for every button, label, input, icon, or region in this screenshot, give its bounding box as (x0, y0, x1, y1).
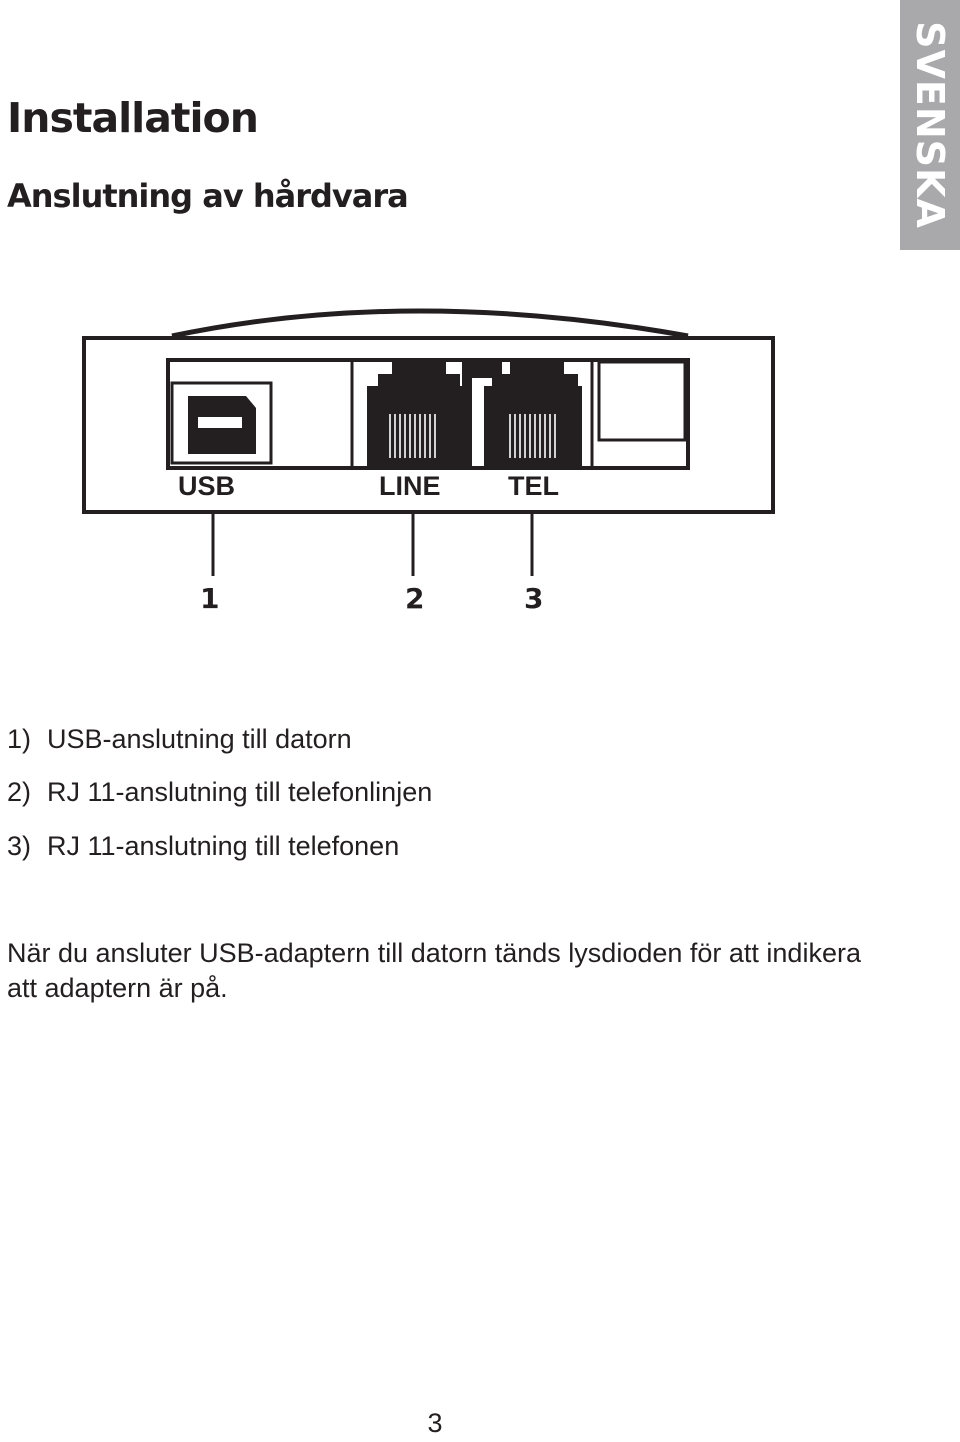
page-title: Installation (7, 94, 258, 142)
page-number: 3 (427, 1408, 443, 1438)
legend-item-number: 1) (7, 724, 32, 754)
hardware-diagram (80, 298, 780, 628)
legend-item (7, 726, 352, 753)
legend-item (7, 833, 399, 860)
legend-item-number: 3) (7, 831, 32, 861)
port-number-2: 2 (405, 582, 425, 615)
legend-item-text: RJ 11-anslutning till telefonen (47, 831, 400, 861)
description-paragraph: När du ansluter USB-adaptern till datorn tänds lysdioden för att indikera att adaptern är på. (7, 938, 861, 1003)
legend-item-text: RJ 11-anslutning till telefonlinjen (47, 777, 433, 807)
language-tab (900, 0, 960, 250)
led-window (599, 362, 685, 440)
section-subtitle: Anslutning av hårdvara (7, 177, 408, 215)
port-label-line: LINE (379, 471, 441, 501)
port-number-1: 1 (200, 582, 220, 615)
port-label-usb: USB (178, 471, 236, 501)
rj11-tel-port-icon (484, 362, 582, 466)
legend-item-number: 2) (7, 777, 32, 807)
port-label-tel: TEL (508, 471, 559, 501)
legend-item (7, 779, 432, 806)
usb-b-port-icon (172, 383, 271, 463)
language-tab-label: SVENSKA (908, 21, 952, 229)
rj11-line-port-icon (367, 362, 462, 468)
legend-item-text: USB-anslutning till datorn (47, 724, 352, 754)
port-number-3: 3 (524, 582, 544, 615)
device-illustration (80, 298, 780, 628)
